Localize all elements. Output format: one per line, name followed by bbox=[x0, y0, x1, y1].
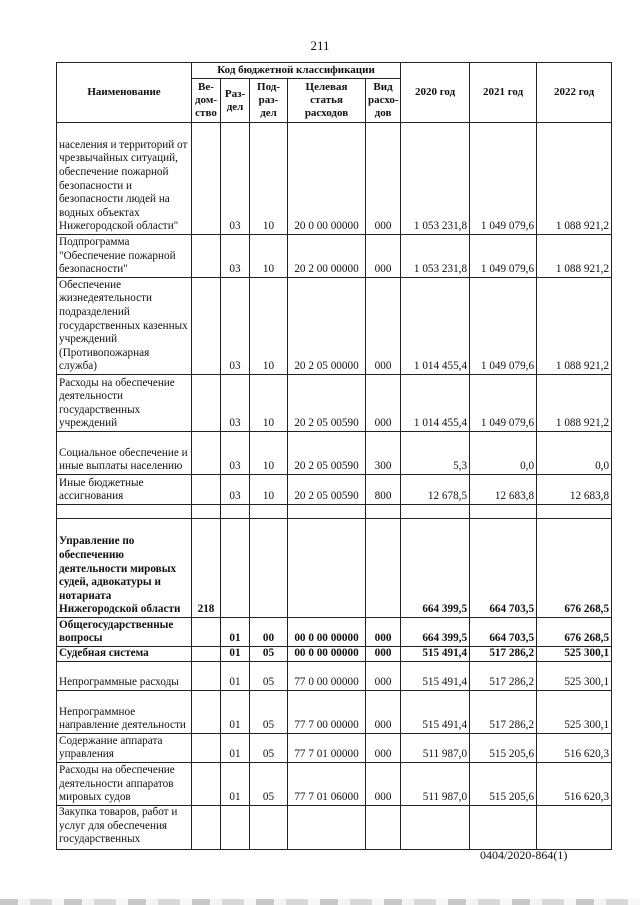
row-name: Иные бюджетные ассигнования bbox=[57, 475, 192, 505]
header-2020: 2020 год bbox=[401, 63, 470, 123]
header-code-group: Код бюджетной классификации bbox=[192, 63, 401, 79]
row-expense-type bbox=[366, 505, 401, 519]
row-target-article: 20 2 05 00590 bbox=[288, 432, 366, 475]
row-value-2021: 517 286,2 bbox=[470, 662, 537, 691]
row-value-2021: 1 049 079,6 bbox=[470, 278, 537, 375]
row-value-2022: 0,0 bbox=[537, 432, 612, 475]
row-expense-type: 000 bbox=[366, 647, 401, 662]
row-razdel: 01 bbox=[221, 618, 250, 647]
row-value-2020: 664 399,5 bbox=[401, 618, 470, 647]
row-expense-type: 000 bbox=[366, 662, 401, 691]
row-target-article: 20 2 05 00590 bbox=[288, 375, 366, 432]
row-ved bbox=[192, 278, 221, 375]
header-razdel: Раз-дел bbox=[221, 79, 250, 123]
row-podrazdel: 10 bbox=[250, 432, 288, 475]
row-podrazdel: 10 bbox=[250, 375, 288, 432]
row-razdel: 03 bbox=[221, 475, 250, 505]
row-name: Непрограммное направление деятельности bbox=[57, 691, 192, 734]
table-row bbox=[57, 475, 612, 505]
row-podrazdel: 05 bbox=[250, 662, 288, 691]
document-code: 0404/2020-864(1) bbox=[480, 848, 568, 862]
row-podrazdel: 10 bbox=[250, 475, 288, 505]
row-razdel: 01 bbox=[221, 662, 250, 691]
header-target-article: Целевая статья расходов bbox=[288, 79, 366, 123]
row-ved bbox=[192, 235, 221, 278]
row-ved bbox=[192, 375, 221, 432]
row-razdel: 01 bbox=[221, 691, 250, 734]
table-row bbox=[57, 647, 612, 662]
row-value-2020: 5,3 bbox=[401, 432, 470, 475]
row-value-2020: 1 053 231,8 bbox=[401, 123, 470, 235]
row-ved bbox=[192, 505, 221, 519]
row-podrazdel bbox=[250, 806, 288, 850]
budget-table bbox=[56, 62, 612, 850]
row-value-2021: 664 703,5 bbox=[470, 618, 537, 647]
table-row-spacer bbox=[57, 505, 612, 519]
row-value-2021: 1 049 079,6 bbox=[470, 123, 537, 235]
row-value-2021: 1 049 079,6 bbox=[470, 235, 537, 278]
row-value-2022: 676 268,5 bbox=[537, 618, 612, 647]
row-value-2022 bbox=[537, 806, 612, 850]
row-name: Обеспечение жизнедеятельности подразделений государственных казенных учреждений (Противопожарная служба) bbox=[57, 278, 192, 375]
row-value-2022: 525 300,1 bbox=[537, 647, 612, 662]
row-name: Закупка товаров, работ и услуг для обеспечения государственных bbox=[57, 806, 192, 850]
table-row bbox=[57, 734, 612, 763]
row-ved: 218 bbox=[192, 519, 221, 618]
row-target-article: 00 0 00 00000 bbox=[288, 647, 366, 662]
row-value-2021: 515 205,6 bbox=[470, 734, 537, 763]
row-expense-type bbox=[366, 806, 401, 850]
row-expense-type: 800 bbox=[366, 475, 401, 505]
row-target-article: 20 2 05 00590 bbox=[288, 475, 366, 505]
row-value-2020: 511 987,0 bbox=[401, 763, 470, 806]
row-target-article: 20 2 00 00000 bbox=[288, 235, 366, 278]
row-ved bbox=[192, 691, 221, 734]
row-podrazdel: 05 bbox=[250, 647, 288, 662]
row-value-2020: 664 399,5 bbox=[401, 519, 470, 618]
row-target-article: 20 2 05 00000 bbox=[288, 278, 366, 375]
row-expense-type: 000 bbox=[366, 618, 401, 647]
row-podrazdel: 05 bbox=[250, 763, 288, 806]
row-razdel: 03 bbox=[221, 123, 250, 235]
row-podrazdel: 10 bbox=[250, 123, 288, 235]
row-razdel bbox=[221, 505, 250, 519]
header-podrazdel: Под-раз-дел bbox=[250, 79, 288, 123]
row-name: Управление по обеспечению деятельности мировых судей, адвокатуры и нотариата Нижегородской области bbox=[57, 519, 192, 618]
row-expense-type: 000 bbox=[366, 691, 401, 734]
row-value-2021: 515 205,6 bbox=[470, 763, 537, 806]
header-vedomstvo: Ве-дом-ство bbox=[192, 79, 221, 123]
header-2022: 2022 год bbox=[537, 63, 612, 123]
row-podrazdel bbox=[250, 505, 288, 519]
row-value-2020 bbox=[401, 806, 470, 850]
row-value-2021: 517 286,2 bbox=[470, 691, 537, 734]
row-value-2021: 0,0 bbox=[470, 432, 537, 475]
row-value-2020: 515 491,4 bbox=[401, 662, 470, 691]
row-name: населения и территорий от чрезвычайных ситуаций, обеспечение пожарной безопасности и безопасности людей на водных объектах Нижегородской области" bbox=[57, 123, 192, 235]
row-ved bbox=[192, 806, 221, 850]
row-value-2022 bbox=[537, 505, 612, 519]
row-expense-type: 000 bbox=[366, 123, 401, 235]
row-razdel: 03 bbox=[221, 278, 250, 375]
header-2021: 2021 год bbox=[470, 63, 537, 123]
header-expense-type: Вид расхо-дов bbox=[366, 79, 401, 123]
row-expense-type: 000 bbox=[366, 278, 401, 375]
row-value-2020: 1 014 455,4 bbox=[401, 375, 470, 432]
row-value-2020: 515 491,4 bbox=[401, 647, 470, 662]
row-target-article bbox=[288, 806, 366, 850]
row-expense-type: 000 bbox=[366, 763, 401, 806]
row-value-2022: 12 683,8 bbox=[537, 475, 612, 505]
row-value-2022: 676 268,5 bbox=[537, 519, 612, 618]
table-row bbox=[57, 432, 612, 475]
row-value-2020: 511 987,0 bbox=[401, 734, 470, 763]
table-row bbox=[57, 806, 612, 850]
row-razdel: 03 bbox=[221, 235, 250, 278]
row-name: Судебная система bbox=[57, 647, 192, 662]
table-row bbox=[57, 618, 612, 647]
row-razdel bbox=[221, 806, 250, 850]
row-target-article: 77 0 00 00000 bbox=[288, 662, 366, 691]
row-target-article: 20 0 00 00000 bbox=[288, 123, 366, 235]
row-value-2021: 517 286,2 bbox=[470, 647, 537, 662]
row-name: Непрограммные расходы bbox=[57, 662, 192, 691]
table-row bbox=[57, 519, 612, 618]
row-razdel bbox=[221, 519, 250, 618]
row-razdel: 01 bbox=[221, 763, 250, 806]
row-ved bbox=[192, 475, 221, 505]
row-value-2022: 1 088 921,2 bbox=[537, 375, 612, 432]
row-value-2022: 525 300,1 bbox=[537, 691, 612, 734]
row-name bbox=[57, 505, 192, 519]
row-razdel: 03 bbox=[221, 432, 250, 475]
row-name: Содержание аппарата управления bbox=[57, 734, 192, 763]
row-target-article bbox=[288, 519, 366, 618]
row-expense-type: 000 bbox=[366, 375, 401, 432]
row-target-article: 00 0 00 00000 bbox=[288, 618, 366, 647]
row-ved bbox=[192, 734, 221, 763]
row-podrazdel bbox=[250, 519, 288, 618]
row-ved bbox=[192, 432, 221, 475]
row-value-2021: 12 683,8 bbox=[470, 475, 537, 505]
row-expense-type bbox=[366, 519, 401, 618]
row-name: Социальное обеспечение и иные выплаты населению bbox=[57, 432, 192, 475]
table-row bbox=[57, 763, 612, 806]
row-name: Общегосударственные вопросы bbox=[57, 618, 192, 647]
row-target-article bbox=[288, 505, 366, 519]
header-name: Наименование bbox=[57, 63, 192, 123]
row-value-2022: 516 620,3 bbox=[537, 763, 612, 806]
row-name: Расходы на обеспечение деятельности государственных учреждений bbox=[57, 375, 192, 432]
row-ved bbox=[192, 763, 221, 806]
row-value-2021 bbox=[470, 806, 537, 850]
row-podrazdel: 10 bbox=[250, 278, 288, 375]
row-razdel: 03 bbox=[221, 375, 250, 432]
table-row bbox=[57, 662, 612, 691]
row-value-2020: 515 491,4 bbox=[401, 691, 470, 734]
row-value-2021: 664 703,5 bbox=[470, 519, 537, 618]
row-value-2022: 525 300,1 bbox=[537, 662, 612, 691]
row-value-2022: 1 088 921,2 bbox=[537, 123, 612, 235]
row-value-2021 bbox=[470, 505, 537, 519]
table-row bbox=[57, 235, 612, 278]
row-value-2022: 1 088 921,2 bbox=[537, 278, 612, 375]
row-target-article: 77 7 00 00000 bbox=[288, 691, 366, 734]
row-razdel: 01 bbox=[221, 734, 250, 763]
table-row bbox=[57, 375, 612, 432]
table-row bbox=[57, 123, 612, 235]
row-target-article: 77 7 01 00000 bbox=[288, 734, 366, 763]
row-podrazdel: 10 bbox=[250, 235, 288, 278]
page-number: 211 bbox=[310, 38, 330, 53]
row-value-2022: 1 088 921,2 bbox=[537, 235, 612, 278]
row-ved bbox=[192, 123, 221, 235]
row-ved bbox=[192, 647, 221, 662]
table-row bbox=[57, 278, 612, 375]
row-ved bbox=[192, 618, 221, 647]
scan-edge-strip bbox=[0, 899, 640, 905]
row-value-2022: 516 620,3 bbox=[537, 734, 612, 763]
row-value-2020 bbox=[401, 505, 470, 519]
row-podrazdel: 05 bbox=[250, 734, 288, 763]
row-expense-type: 000 bbox=[366, 734, 401, 763]
row-razdel: 01 bbox=[221, 647, 250, 662]
row-value-2020: 1 014 455,4 bbox=[401, 278, 470, 375]
row-value-2021: 1 049 079,6 bbox=[470, 375, 537, 432]
row-expense-type: 300 bbox=[366, 432, 401, 475]
row-podrazdel: 05 bbox=[250, 691, 288, 734]
row-value-2020: 1 053 231,8 bbox=[401, 235, 470, 278]
row-ved bbox=[192, 662, 221, 691]
table-row bbox=[57, 691, 612, 734]
row-expense-type: 000 bbox=[366, 235, 401, 278]
row-target-article: 77 7 01 06000 bbox=[288, 763, 366, 806]
row-name: Расходы на обеспечение деятельности аппаратов мировых судов bbox=[57, 763, 192, 806]
row-podrazdel: 00 bbox=[250, 618, 288, 647]
row-value-2020: 12 678,5 bbox=[401, 475, 470, 505]
row-name: Подпрограмма "Обеспечение пожарной безопасности" bbox=[57, 235, 192, 278]
